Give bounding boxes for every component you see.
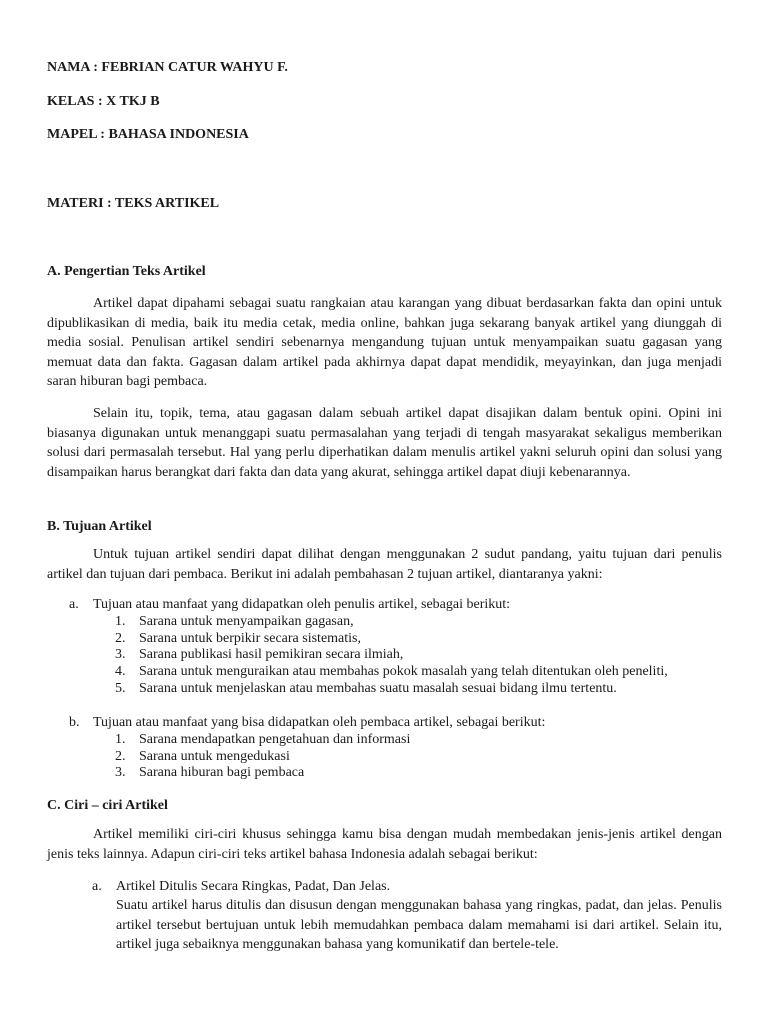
characteristic-heading-text: Artikel Ditulis Secara Ringkas, Padat, Dan Jelas. [116, 879, 391, 894]
list-item-text: Sarana untuk menguraikan atau membahas pokok masalah yang telah ditentukan oleh peneliti, [139, 664, 668, 680]
reader-purpose-list [47, 715, 722, 782]
list-number: 3. [115, 647, 126, 663]
section-a-paragraph-2: Selain itu, topik, tema, atau gagasan dalam sebuah artikel dapat disajikan dalam bentuk opini. Opini ini biasanya digunakan untuk menanggapi suatu permasalahan yang terjadi di tengah masyarakat sekaligus memberikan solusi dari permasalah tersebut. Hal yang perlu diperhatikan dalam menulis artikel yakni seluruh opini dan solusi yang disampaikan harus berangkat dari fakta dan data yang akurat, sehingga artikel dapat diuji kebenarannya. [47, 406, 722, 480]
list-marker: a. [92, 879, 102, 894]
sub-list [115, 614, 722, 698]
writer-purpose-list [47, 597, 722, 698]
list-number: 1. [115, 613, 126, 629]
section-b-paragraph-1: Untuk tujuan artikel sendiri dapat dilihat dengan menggunakan 2 sudut pandang, yaitu tujuan dari penulis artikel dan tujuan dari pembaca. Berikut ini adalah pembahasan 2 tujuan artikel, diantaranya yakni: [47, 547, 722, 582]
list-item [115, 732, 722, 749]
list-number: 4. [115, 664, 126, 680]
list-item-text: Sarana untuk menyampaikan gagasan, [139, 613, 354, 629]
list-item [115, 765, 722, 782]
list-marker: a. [69, 597, 79, 612]
list-item-text: Sarana untuk berpikir secara sistematis, [139, 630, 361, 646]
list-item-text: Sarana hiburan bagi pembaca [139, 765, 305, 781]
section-a-paragraph-1: Artikel dapat dipahami sebagai suatu rangkaian atau karangan yang dibuat berdasarkan fakta dan opini untuk dipublikasikan di media, baik itu media cetak, media online, bahkan juga sekarang banyak artikel yang diunggah di media sosial. Penulisan artikel sendiri sebenarnya mengandung tujuan untuk menyampaikan suatu gagasan yang memuat data dan fakta. Gagasan dalam artikel pada akhirnya dapat dapat mendidik, meyayinkan, dan juga menjadi saran hiburan bagi pembaca. [47, 296, 722, 390]
characteristic-item [47, 878, 722, 955]
sub-list [115, 732, 722, 782]
student-name: NAMA : FEBRIAN CATUR WAHYU F. [47, 60, 288, 75]
list-item [115, 749, 722, 766]
list-number: 5. [115, 680, 126, 696]
section-c-title: C. Ciri – ciri Artikel [47, 798, 168, 813]
list-item-text: Sarana mendapatkan pengetahuan dan informasi [139, 731, 411, 747]
list-item-text: Sarana untuk mengedukasi [139, 748, 290, 764]
list-number: 1. [115, 731, 126, 747]
list-item [47, 715, 722, 732]
section-b-title: B. Tujuan Artikel [47, 519, 152, 534]
list-item-text: Tujuan atau manfaat yang didapatkan oleh penulis artikel, sebagai berikut: [93, 597, 511, 612]
topic: MATERI : TEKS ARTIKEL [47, 196, 220, 211]
list-item [115, 614, 722, 631]
characteristic-body: Suatu artikel harus ditulis dan disusun dengan menggunakan bahasa yang ringkas, padat, dan jelas. Penulis artikel tersebut bertujuan untuk lebih memudahkan pembaca dalam memahami isi dari artikel. Selain itu, artikel juga sebaiknya menggunakan bahasa yang komunikatif dan bertele-tele. [116, 898, 722, 953]
section-a-title: A. Pengertian Teks Artikel [47, 264, 206, 279]
list-number: 2. [115, 630, 126, 646]
list-number: 3. [115, 765, 126, 781]
list-item-text: Sarana publikasi hasil pemikiran secara ilmiah, [139, 647, 404, 663]
characteristic-heading [47, 878, 722, 896]
list-item [115, 664, 722, 681]
student-class: KELAS : X TKJ B [47, 94, 160, 109]
subject: MAPEL : BAHASA INDONESIA [47, 127, 249, 142]
list-marker: b. [69, 715, 80, 730]
list-item [115, 647, 722, 664]
list-item [115, 681, 722, 698]
list-item [47, 597, 722, 614]
list-number: 2. [115, 748, 126, 764]
list-item-text: Sarana untuk menjelaskan atau membahas suatu masalah sesuai bidang ilmu tertentu. [139, 680, 617, 696]
list-item [115, 631, 722, 648]
list-item-text: Tujuan atau manfaat yang bisa didapatkan oleh pembaca artikel, sebagai berikut: [93, 715, 546, 730]
section-c-paragraph-1: Artikel memiliki ciri-ciri khusus sehingga kamu bisa dengan mudah membedakan jenis-jenis artikel dengan jenis teks lainnya. Adapun ciri-ciri teks artikel bahasa Indonesia adalah sebagai berikut: [47, 827, 722, 862]
